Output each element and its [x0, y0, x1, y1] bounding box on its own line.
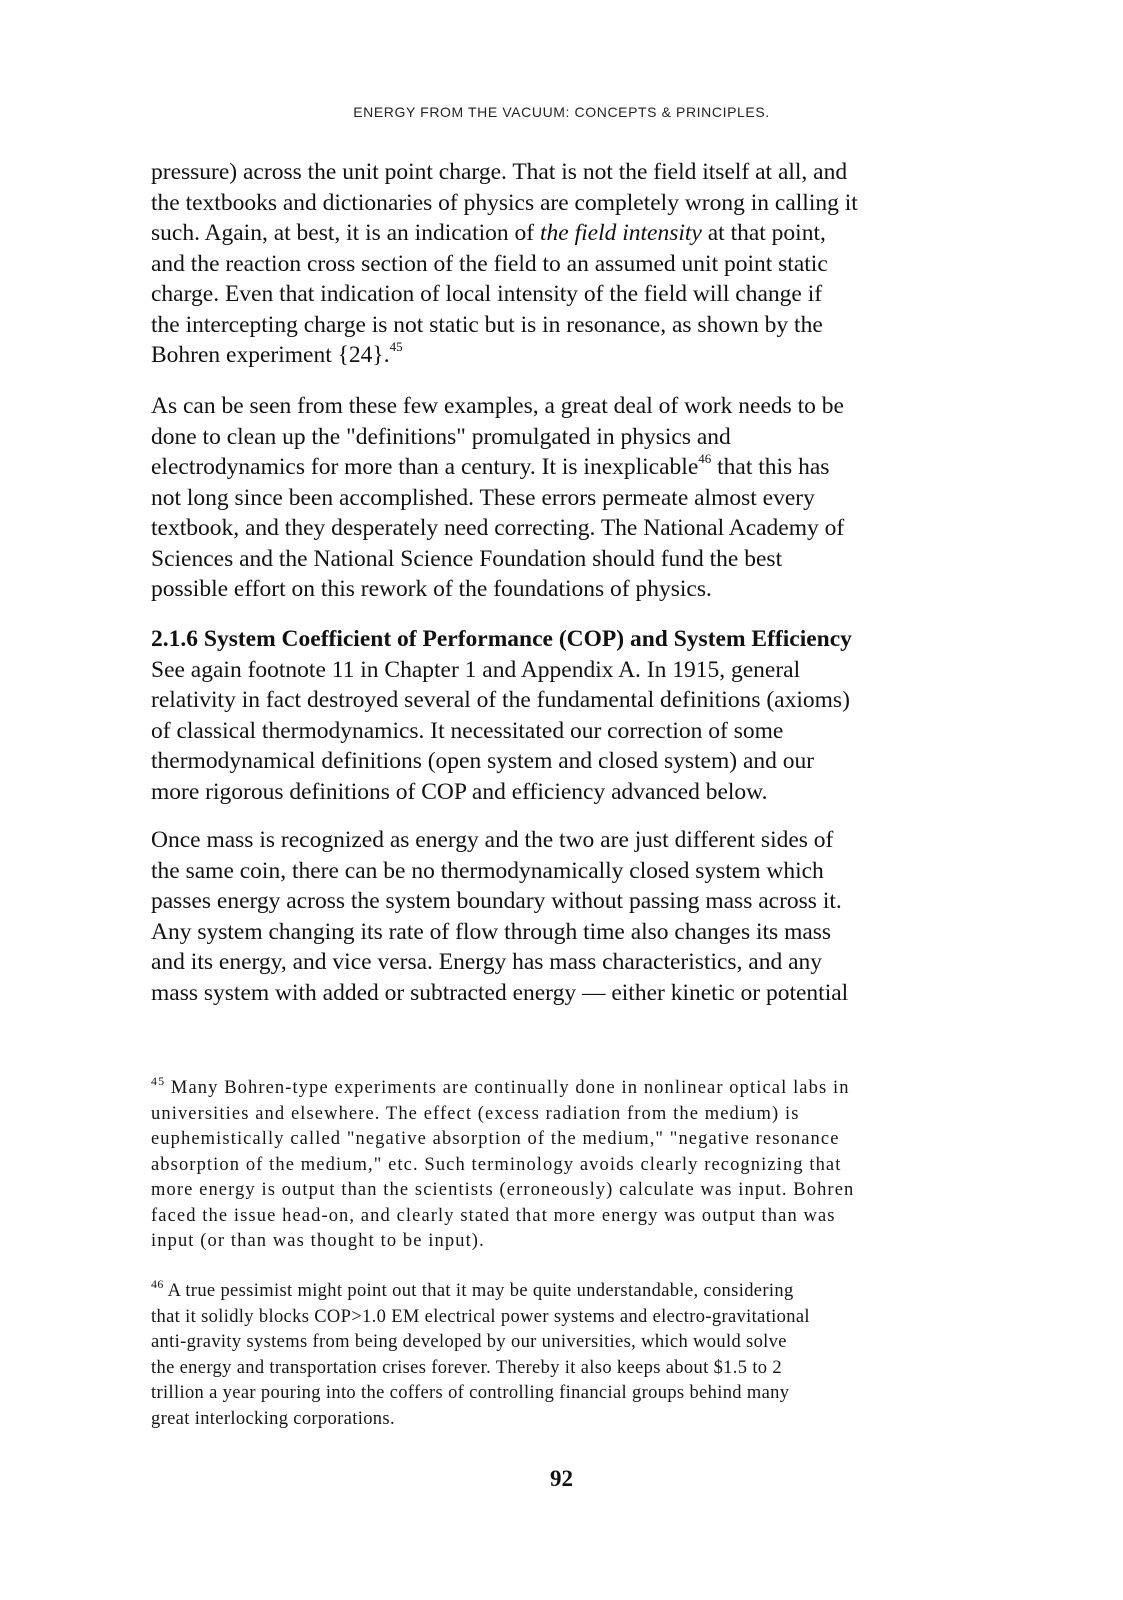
footnote-ref-45[interactable]: 45 [389, 339, 403, 355]
footnote-line: faced the issue head-on, and clearly stated that more energy was output than was [151, 1205, 836, 1226]
footnote-line: that it solidly blocks COP>1.0 EM electrical power systems and electro-gravitational [151, 1306, 810, 1327]
paragraph [151, 391, 991, 605]
text-line: the intercepting charge is not static but is in resonance, as shown by the [151, 311, 823, 338]
text-line: textbook, and they desperately need correcting. The National Academy of [151, 515, 845, 541]
footnote-marker: 46 [151, 1276, 164, 1291]
text-line: As can be seen from these few examples, a great deal of work needs to be [151, 393, 844, 419]
text-line: the textbooks and dictionaries of physics are completely wrong in calling it [151, 189, 858, 216]
text-line: possible effort on this rework of the foundations of physics. [151, 576, 712, 602]
text-line: electrodynamics for more than a century. It is inexplicable$^{46}$ that this has [151, 451, 830, 480]
text-line: the same coin, there can be no thermodynamically closed system which [151, 857, 824, 884]
footnote-line: euphemistically called "negative absorption of the medium," "negative resonance [151, 1129, 840, 1149]
text-line: more rigorous definitions of COP and efficiency advanced below. [151, 778, 768, 805]
text-line: thermodynamical definitions (open system and closed system) and our [151, 748, 815, 774]
text-line: done to clean up the "definitions" promulgated in physics and [151, 423, 731, 450]
text-line: pressure) across the unit point charge. That is not the field itself at all, and [151, 159, 848, 185]
footnote-line: input (or than was thought to be input). [151, 1231, 485, 1251]
running-header: ENERGY FROM THE VACUUM: CONCEPTS & PRINCIPLES. [353, 104, 770, 120]
text-line: Sciences and the National Science Foundation should fund the best [151, 545, 783, 572]
text-line: relativity in fact destroyed several of the fundamental definitions (axioms) [151, 687, 850, 713]
text-line: such. Again, at best, it is an indication of the field intensity at that point, [151, 220, 826, 246]
footnote-line: $^{46}$ A true pessimist might point out that it may be quite understandable, considering [151, 1276, 794, 1301]
text-line: and its energy, and vice versa. Energy has mass characteristics, and any [151, 949, 823, 975]
text-line: not long since been accomplished. These errors permeate almost every [151, 484, 815, 511]
text-line: of classical thermodynamics. It necessitated our correction of some [151, 717, 784, 744]
text-line: Any system changing its rate of flow through time also changes its mass [151, 918, 832, 945]
page-number: 92 [550, 1466, 573, 1491]
paragraph [151, 825, 991, 1008]
text-line: and the reaction cross section of the field to an assumed unit point static [151, 250, 828, 277]
footnote-line: trillion a year pouring into the coffers of controlling financial groups behind many [151, 1383, 790, 1403]
footnote-line: anti-gravity systems from being developed by our universities, which would solve [151, 1332, 787, 1352]
footnote-line: $^{45}$ Many Bohren-type experiments are continually done in nonlinear optical labs in [151, 1073, 850, 1098]
footnote-45 [151, 1073, 991, 1255]
text-line: passes energy across the system boundary without passing mass across it. [151, 888, 842, 914]
text-line: charge. Even that indication of local intensity of the field will change if [151, 281, 823, 307]
footnote-line: the energy and transportation crises forever. Thereby it also keeps about $1.5 to 2 [151, 1357, 782, 1378]
text-line: See again footnote 11 in Chapter 1 and Appendix A. In 1915, general [151, 656, 801, 683]
section-heading: 2.1.6 System Coefficient of Performance (COP) and System Efficiency [151, 626, 852, 652]
footnote-ref-46[interactable]: 46 [698, 451, 712, 467]
footnote-line: universities and elsewhere. The effect (excess radiation from the medium) is [151, 1103, 800, 1124]
text-line: Once mass is recognized as energy and the two are just different sides of [151, 827, 834, 853]
footnote-46 [151, 1276, 991, 1432]
footnote-line: great interlocking corporations. [151, 1408, 395, 1429]
italic-phrase: the field intensity [540, 220, 702, 246]
footnote-line: more energy is output than the scientists (erroneously) calculate was input. Bohren [151, 1180, 855, 1200]
section-2-1-6 [151, 624, 991, 807]
paragraph-continuation [151, 157, 991, 371]
footnote-marker: 45 [151, 1073, 166, 1088]
footnote-line: absorption of the medium," etc. Such terminology avoids clearly recognizing that [151, 1154, 842, 1175]
text-line: Bohren experiment {24}.$^{45}$ [151, 339, 403, 368]
text-line: mass system with added or subtracted energy — either kinetic or potential [151, 979, 849, 1006]
